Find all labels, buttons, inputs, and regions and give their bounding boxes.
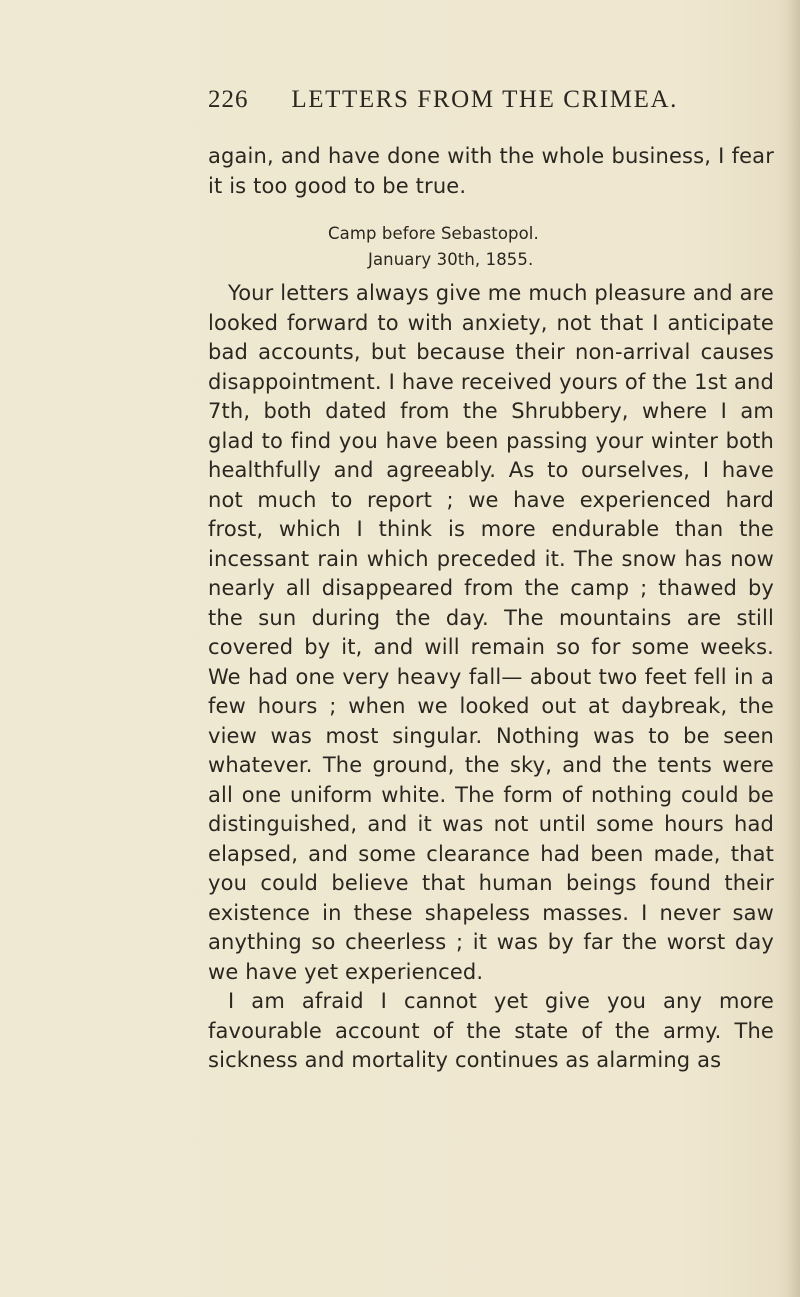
- letter-paragraph-2: I am afraid I cannot yet give you any more favourable account of the state of the army. The sickness and mortality continues as alarming as: [208, 989, 774, 1072]
- letter-paragraph-1: Your letters always give me much pleasure and are looked forward to with anxiety, not that I anticipate bad accounts, but because their non-arrival causes disappointment. I have received yours of the 1st and 7th, both dated from the Shrubbery, where I am glad to find you have been passing your winter both healthfully and agreeably. As to ourselves, I have not much to report ; we have experienced hard frost, which I think is more endurable than the incessant rain which preceded it. The snow has now nearly all disappeared from the camp ; thawed by the sun during the day. The mountains are still covered by it, and will remain so for some weeks. We had one very heavy fall— about two feet fell in a few hours ; when we looked out at daybreak, the view was most singular. Nothing was to be seen whatever. The ground, the sky, and the tents were all one uniform white. The form of nothing could be distinguished, and it was not until some hours had elapsed, and some clearance had been made, that you could believe that human beings found their existence in these shapeless masses. I never saw anything so cheerless ; it was by far the worst day we have yet experienced.: [208, 281, 774, 984]
- page-edge-shadow: [786, 0, 800, 1297]
- dateline: [208, 221, 774, 273]
- page-header: [208, 86, 678, 126]
- running-head: LETTERS FROM THE CRIMEA.: [291, 86, 678, 113]
- letter-text: [208, 142, 774, 1076]
- page-number: 226: [208, 86, 249, 113]
- dateline-date: January 30th, 1855.: [368, 250, 534, 269]
- opening-paragraph: again, and have done with the whole business, I fear it is too good to be true.: [208, 144, 774, 198]
- dateline-place: Camp before Sebastopol.: [328, 224, 539, 243]
